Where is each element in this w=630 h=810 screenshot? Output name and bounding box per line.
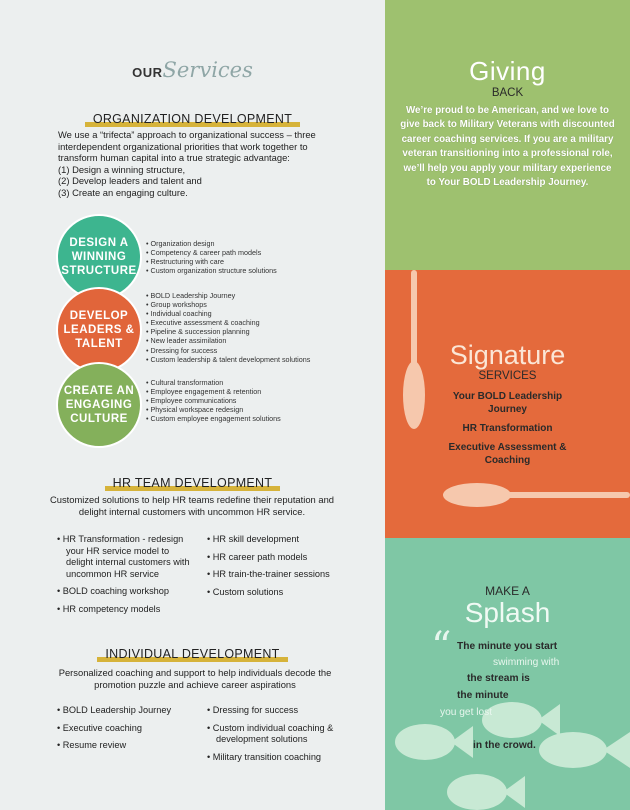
list-item: • BOLD Leadership Journey bbox=[146, 291, 310, 300]
org-dev-title: ORGANIZATION DEVELOPMENT bbox=[85, 112, 300, 127]
org-dev-heading bbox=[0, 110, 385, 128]
fish-icon bbox=[445, 770, 525, 810]
engaging-culture-circle bbox=[56, 362, 142, 448]
list-item: • Cultural transformation bbox=[146, 378, 281, 387]
hr-dev-list-left bbox=[57, 534, 197, 621]
list-item: • Employee communications bbox=[146, 396, 281, 405]
list-item: • BOLD Leadership Journey bbox=[57, 705, 197, 717]
list-item: • Pipeline & succession planning bbox=[146, 327, 310, 336]
quote-line: in the crowd. bbox=[473, 740, 536, 751]
signature-list bbox=[435, 390, 580, 473]
giving-subtitle: BACK bbox=[491, 87, 524, 99]
feature-column bbox=[385, 0, 630, 810]
list-item: • Organization design bbox=[146, 239, 277, 248]
quote-line: the minute bbox=[457, 690, 509, 701]
org-dev-intro bbox=[58, 129, 338, 198]
quote-line: The minute you start bbox=[457, 641, 558, 652]
engaging-culture-list bbox=[146, 378, 281, 423]
list-item: • Custom individual coaching & development solutions bbox=[207, 723, 347, 746]
giving-title: Giving bbox=[469, 56, 546, 86]
circle-label: CREATE AN ENGAGING CULTURE bbox=[63, 385, 135, 425]
list-item: • HR skill development bbox=[207, 534, 377, 546]
list-item: • Custom leadership & talent development solutions bbox=[146, 355, 310, 364]
ind-dev-intro: Personalized coaching and support to help individuals decode the promotion puzzle and achieve career aspirations bbox=[58, 667, 332, 690]
list-item: • Resume review bbox=[57, 740, 197, 752]
list-item: • Group workshops bbox=[146, 300, 310, 309]
list-item: • Restructuring with care bbox=[146, 257, 277, 266]
circle-label: DEVELOP LEADERS & TALENT bbox=[63, 310, 135, 350]
list-item: • HR train-the-trainer sessions bbox=[207, 569, 377, 581]
signature-item: Executive Assessment & Coaching bbox=[448, 442, 567, 466]
signature-title: Signature bbox=[449, 340, 566, 370]
list-item: • Employee engagement & retention bbox=[146, 387, 281, 396]
hr-dev-list-right bbox=[207, 534, 377, 604]
oar-horizontal-icon bbox=[443, 480, 630, 510]
circle-label: DESIGN A WINNING STRUCTURE bbox=[61, 237, 137, 277]
signature-subtitle: SERVICES bbox=[478, 370, 537, 382]
list-item: • BOLD coaching workshop bbox=[57, 586, 197, 598]
hr-dev-intro: Customized solutions to help HR teams redefine their reputation and delight internal customers with uncommon HR service. bbox=[49, 494, 334, 517]
fish-icon bbox=[535, 728, 630, 773]
list-item: • Custom organization structure solutions bbox=[146, 266, 277, 275]
org-dev-step: (3) Create an engaging culture. bbox=[58, 186, 188, 198]
list-item: • HR Transformation - redesign your HR service model to delight internal customers with uncommon HR service bbox=[57, 534, 197, 580]
services-heading bbox=[0, 58, 385, 82]
giving-text: We’re proud to be American, and we love to give back to Military Veterans with discounted career coaching services. If you are a military veteran transitioning into a professional role, we’ll help you apply your military experience to Your BOLD Leadership Journey. bbox=[400, 105, 615, 189]
services-heading-our: OUR bbox=[132, 65, 163, 80]
list-item: • Executive coaching bbox=[57, 723, 197, 735]
quote-mark-icon: “ bbox=[431, 624, 452, 670]
list-item: • Military transition coaching bbox=[207, 752, 347, 764]
hr-dev-heading bbox=[0, 474, 385, 492]
list-item: • Individual coaching bbox=[146, 309, 310, 318]
hr-dev-title: HR TEAM DEVELOPMENT bbox=[105, 476, 281, 491]
list-item: • HR competency models bbox=[57, 604, 197, 616]
develop-leaders-list bbox=[146, 291, 310, 364]
org-dev-intro-text: We use a “trifecta” approach to organizational success – three interdependent organizational priorities that work together to transform human capital into a true strategic advantage: bbox=[58, 129, 316, 163]
list-item: • Dressing for success bbox=[146, 346, 310, 355]
org-dev-step: (2) Develop leaders and talent and bbox=[58, 175, 202, 186]
signature-item: Your BOLD Leadership Journey bbox=[452, 391, 563, 415]
ind-dev-list-left bbox=[57, 705, 197, 758]
list-item: • Executive assessment & coaching bbox=[146, 318, 310, 327]
list-item: • HR career path models bbox=[207, 552, 377, 564]
giving-back-panel bbox=[385, 0, 630, 270]
splash-title: Splash bbox=[464, 597, 551, 628]
quote-line: you get lost bbox=[440, 707, 493, 718]
services-heading-script: Services bbox=[162, 58, 253, 82]
fish-icon bbox=[393, 720, 473, 765]
list-item: • New leader assimilation bbox=[146, 336, 310, 345]
ind-dev-title: INDIVIDUAL DEVELOPMENT bbox=[97, 647, 287, 662]
list-item: • Custom solutions bbox=[207, 587, 377, 599]
ind-dev-heading bbox=[0, 645, 385, 663]
quote-line: swimming with bbox=[493, 657, 560, 668]
list-item: • Custom employee engagement solutions bbox=[146, 414, 281, 423]
design-structure-list bbox=[146, 239, 277, 275]
list-item: • Dressing for success bbox=[207, 705, 347, 717]
org-dev-step: (1) Design a winning structure, bbox=[58, 163, 186, 175]
signature-item: HR Transformation bbox=[462, 423, 553, 434]
list-item: • Competency & career path models bbox=[146, 248, 277, 257]
ind-dev-list-right bbox=[207, 705, 347, 769]
splash-pretitle: MAKE A bbox=[485, 584, 530, 598]
develop-leaders-circle bbox=[56, 287, 142, 373]
quote-line: the stream is bbox=[467, 673, 530, 684]
list-item: • Physical workspace redesign bbox=[146, 405, 281, 414]
